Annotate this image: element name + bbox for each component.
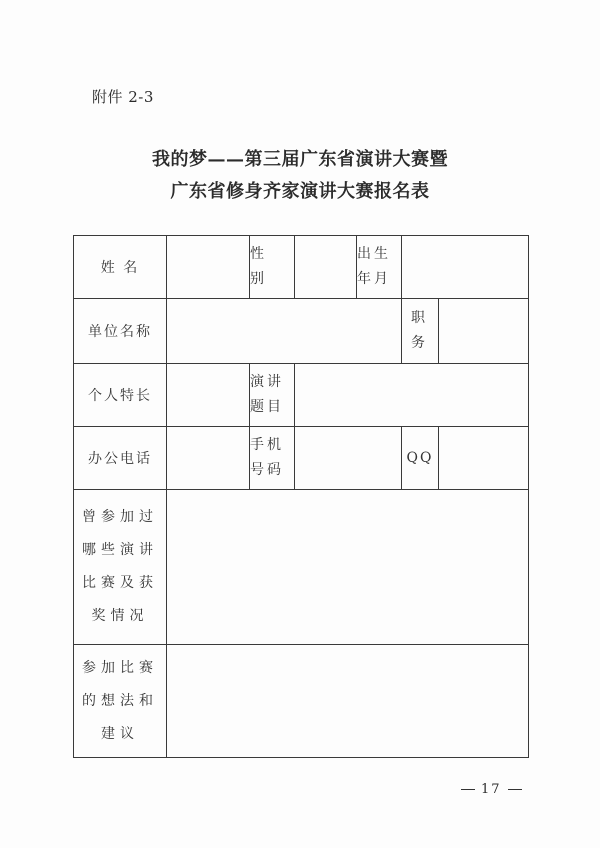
history-input-cell[interactable] xyxy=(167,490,529,645)
position-input-cell[interactable] xyxy=(439,299,529,364)
form-row-specialty xyxy=(74,364,529,427)
page-number xyxy=(455,782,528,797)
history-label-line: 奖情况 xyxy=(91,608,149,624)
birth-label-top: 出生 xyxy=(357,246,391,262)
history-label-cell xyxy=(74,490,167,645)
phone-label: 办公电话 xyxy=(88,451,152,467)
specialty-label-cell xyxy=(74,364,167,427)
thoughts-label-line: 的想法和 xyxy=(82,692,158,709)
specialty-label: 个人特长 xyxy=(88,388,152,404)
phone-input-cell[interactable] xyxy=(167,427,250,490)
gender-label-bottom: 别 xyxy=(250,271,267,287)
topic-input-cell[interactable] xyxy=(295,364,529,427)
mobile-label-bottom: 号码 xyxy=(250,462,284,478)
thoughts-label-line: 参加比赛 xyxy=(82,659,158,676)
form-title-line2: 广东省修身齐家演讲大赛报名表 xyxy=(170,181,430,202)
qq-label: QQ xyxy=(406,450,434,466)
form-row-history xyxy=(74,490,529,645)
name-label-cell xyxy=(74,236,167,299)
history-label-line: 哪些演讲 xyxy=(82,542,158,558)
qq-label-cell xyxy=(402,427,439,490)
page-dash-left xyxy=(461,789,475,790)
page-number-value: 17 xyxy=(481,782,502,797)
mobile-label-top: 手机 xyxy=(250,437,284,453)
gender-input-cell[interactable] xyxy=(295,236,357,299)
topic-label-top: 演讲 xyxy=(250,374,284,390)
name-input-cell[interactable] xyxy=(167,236,250,299)
gender-label-top: 性 xyxy=(250,246,267,262)
form-row-unit xyxy=(74,299,529,364)
thoughts-label-line: 建议 xyxy=(101,725,139,742)
phone-label-cell xyxy=(74,427,167,490)
specialty-input-cell[interactable] xyxy=(167,364,250,427)
history-label-line: 比赛及获 xyxy=(82,575,158,591)
position-label-top: 职 xyxy=(411,310,429,326)
form-row-basic-info xyxy=(74,236,529,299)
attachment-label: 附件 2-3 xyxy=(92,88,154,106)
position-label-bottom: 务 xyxy=(411,335,429,351)
form-row-thoughts xyxy=(74,645,529,758)
form-row-contact xyxy=(74,427,529,490)
name-label: 姓 名 xyxy=(100,260,140,276)
form-title-line1: 我的梦——第三届广东省演讲大赛暨 xyxy=(152,149,448,170)
topic-label-cell xyxy=(250,364,295,427)
mobile-input-cell[interactable] xyxy=(295,427,402,490)
birth-label-cell xyxy=(357,236,402,299)
qq-input-cell[interactable] xyxy=(439,427,529,490)
unit-label: 单位名称 xyxy=(88,324,152,340)
history-label-line: 曾参加过 xyxy=(82,509,158,525)
birth-input-cell[interactable] xyxy=(402,236,529,299)
gender-label-cell xyxy=(250,236,295,299)
thoughts-label-cell xyxy=(74,645,167,758)
birth-label-bottom: 年月 xyxy=(357,271,391,287)
page-dash-right xyxy=(508,789,522,790)
position-label-cell xyxy=(402,299,439,364)
unit-label-cell xyxy=(74,299,167,364)
thoughts-input-cell[interactable] xyxy=(167,645,529,758)
topic-label-bottom: 题目 xyxy=(250,399,284,415)
registration-form-table xyxy=(73,235,529,758)
unit-input-cell[interactable] xyxy=(167,299,402,364)
mobile-label-cell xyxy=(250,427,295,490)
